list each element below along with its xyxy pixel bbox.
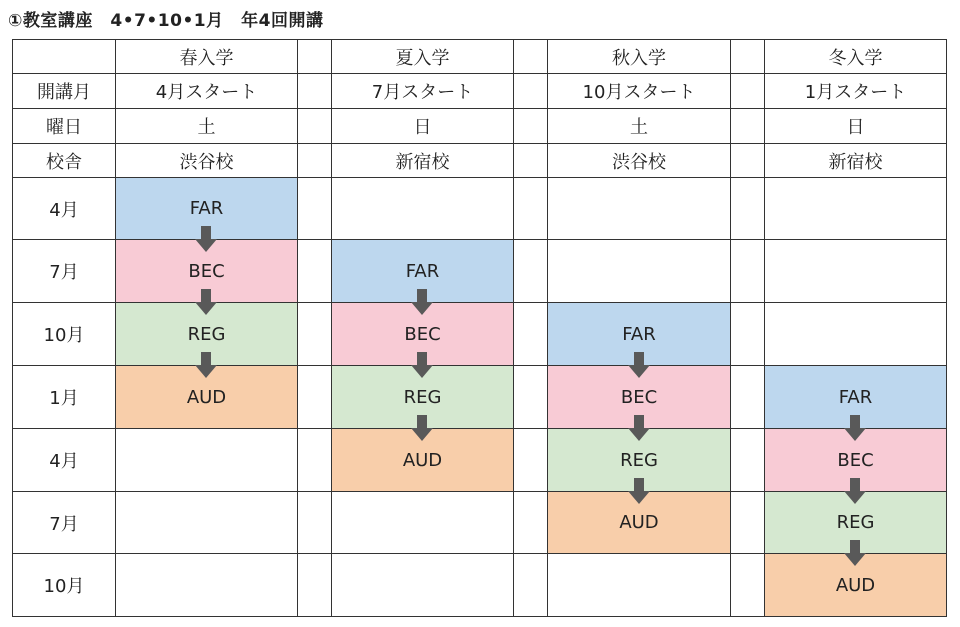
- down-arrow-icon: [411, 289, 433, 315]
- header-empty-cell: [12, 39, 116, 74]
- info-cell: 7月スタート: [331, 73, 514, 109]
- spacer-cell: [730, 143, 765, 178]
- subject-cell-far: FAR: [115, 177, 298, 240]
- header-cell-7: 冬入学: [764, 39, 947, 74]
- down-arrow-icon: [844, 478, 866, 504]
- spacer-cell: [730, 553, 765, 617]
- spacer-cell: [730, 428, 765, 492]
- header-empty-cell: [730, 39, 765, 74]
- empty-cell: [547, 177, 731, 240]
- subject-cell-aud: AUD: [764, 553, 947, 617]
- header-empty-cell: [297, 39, 332, 74]
- spacer-cell: [513, 553, 548, 617]
- subject-cell-far: FAR: [547, 302, 731, 366]
- spacer-cell: [297, 491, 332, 554]
- subject-cell-bec: BEC: [764, 428, 947, 492]
- info-cell: 土: [115, 108, 298, 144]
- spacer-cell: [297, 239, 332, 303]
- spacer-cell: [730, 108, 765, 144]
- down-arrow-icon: [628, 415, 650, 441]
- subject-cell-far: FAR: [331, 239, 514, 303]
- info-cell: 10月スタート: [547, 73, 731, 109]
- spacer-cell: [513, 302, 548, 366]
- down-arrow-icon: [195, 289, 217, 315]
- spacer-cell: [730, 302, 765, 366]
- info-cell: 渋谷校: [115, 143, 298, 178]
- month-label: 4月: [12, 177, 116, 240]
- row-label: 開講月: [12, 73, 116, 109]
- info-cell: 新宿校: [764, 143, 947, 178]
- header-cell-1: 春入学: [115, 39, 298, 74]
- header-cell-3: 夏入学: [331, 39, 514, 74]
- subject-cell-bec: BEC: [331, 302, 514, 366]
- month-label: 10月: [12, 553, 116, 617]
- subject-cell-far: FAR: [764, 365, 947, 429]
- empty-cell: [547, 239, 731, 303]
- empty-cell: [115, 491, 298, 554]
- empty-cell: [115, 553, 298, 617]
- month-label: 7月: [12, 491, 116, 554]
- subject-cell-reg: REG: [331, 365, 514, 429]
- empty-cell: [115, 428, 298, 492]
- down-arrow-icon: [628, 352, 650, 378]
- empty-cell: [764, 177, 947, 240]
- empty-cell: [331, 491, 514, 554]
- info-cell: 土: [547, 108, 731, 144]
- spacer-cell: [297, 365, 332, 429]
- down-arrow-icon: [195, 226, 217, 252]
- row-label: 曜日: [12, 108, 116, 144]
- empty-cell: [331, 553, 514, 617]
- spacer-cell: [297, 73, 332, 109]
- subject-cell-reg: REG: [764, 491, 947, 554]
- empty-cell: [764, 239, 947, 303]
- subject-cell-aud: AUD: [547, 491, 731, 554]
- month-label: 1月: [12, 365, 116, 429]
- spacer-cell: [513, 108, 548, 144]
- spacer-cell: [297, 553, 332, 617]
- down-arrow-icon: [195, 352, 217, 378]
- subject-cell-bec: BEC: [115, 239, 298, 303]
- month-label: 7月: [12, 239, 116, 303]
- subject-cell-reg: REG: [115, 302, 298, 366]
- spacer-cell: [297, 108, 332, 144]
- down-arrow-icon: [844, 540, 866, 566]
- spacer-cell: [513, 177, 548, 240]
- down-arrow-icon: [411, 352, 433, 378]
- spacer-cell: [297, 143, 332, 178]
- info-cell: 4月スタート: [115, 73, 298, 109]
- spacer-cell: [513, 428, 548, 492]
- subject-cell-aud: AUD: [331, 428, 514, 492]
- spacer-cell: [730, 177, 765, 240]
- spacer-cell: [297, 177, 332, 240]
- spacer-cell: [730, 491, 765, 554]
- spacer-cell: [730, 365, 765, 429]
- down-arrow-icon: [844, 415, 866, 441]
- subject-cell-reg: REG: [547, 428, 731, 492]
- down-arrow-icon: [628, 478, 650, 504]
- info-cell: 日: [331, 108, 514, 144]
- spacer-cell: [513, 491, 548, 554]
- page-title: ①教室講座 4•7•10•1月 年4回開講: [8, 11, 324, 31]
- subject-cell-bec: BEC: [547, 365, 731, 429]
- info-cell: 渋谷校: [547, 143, 731, 178]
- down-arrow-icon: [411, 415, 433, 441]
- spacer-cell: [297, 302, 332, 366]
- spacer-cell: [513, 73, 548, 109]
- info-cell: 新宿校: [331, 143, 514, 178]
- spacer-cell: [297, 428, 332, 492]
- row-label: 校舎: [12, 143, 116, 178]
- spacer-cell: [513, 365, 548, 429]
- header-empty-cell: [513, 39, 548, 74]
- spacer-cell: [730, 73, 765, 109]
- spacer-cell: [730, 239, 765, 303]
- subject-cell-aud: AUD: [115, 365, 298, 429]
- empty-cell: [764, 302, 947, 366]
- spacer-cell: [513, 239, 548, 303]
- month-label: 10月: [12, 302, 116, 366]
- spacer-cell: [513, 143, 548, 178]
- info-cell: 1月スタート: [764, 73, 947, 109]
- info-cell: 日: [764, 108, 947, 144]
- empty-cell: [331, 177, 514, 240]
- month-label: 4月: [12, 428, 116, 492]
- empty-cell: [547, 553, 731, 617]
- header-cell-5: 秋入学: [547, 39, 731, 74]
